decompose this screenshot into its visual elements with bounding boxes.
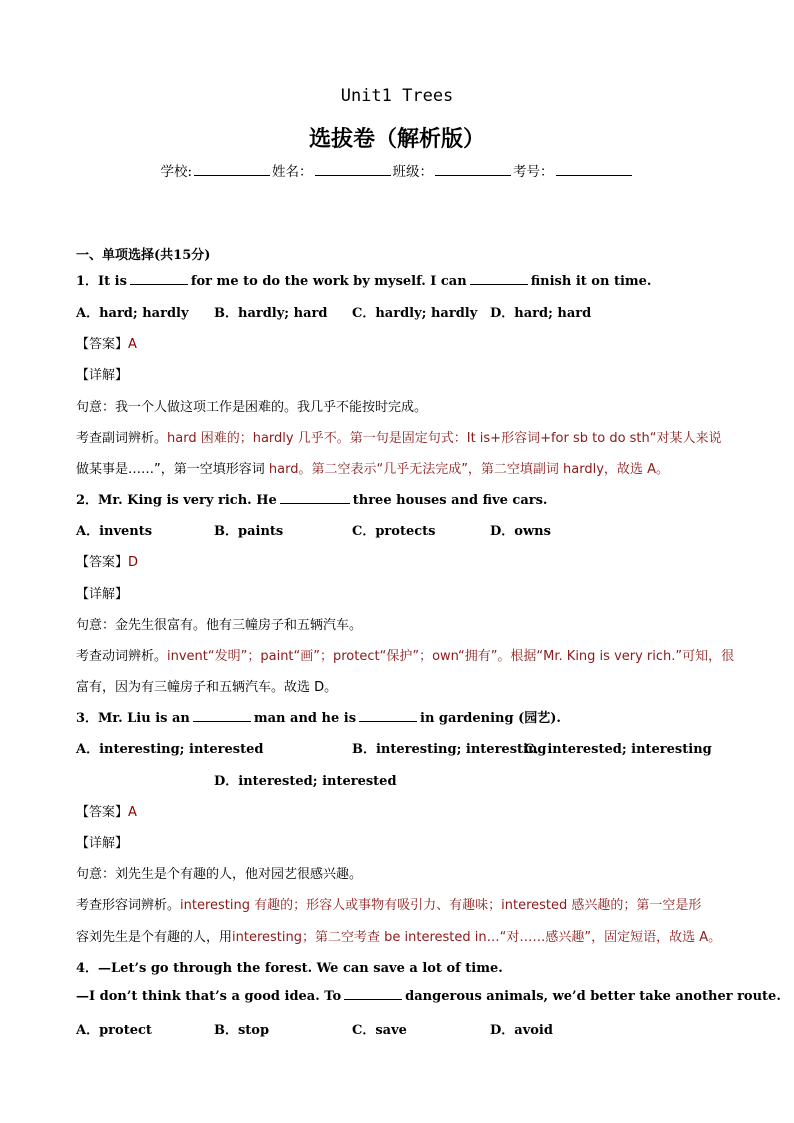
- q2-option-c: C．protects: [352, 524, 436, 539]
- q3-blank-1: [193, 710, 251, 722]
- q4-stem-part: —I don’t think that’s a good idea. To: [76, 989, 342, 1004]
- q1-detail-label: 【详解】: [76, 368, 129, 383]
- q2-option-d: D．owns: [490, 524, 551, 539]
- q4-option-c: C．save: [352, 1023, 407, 1038]
- q2-option-b: B．paints: [214, 524, 284, 539]
- answer-label: 【答案】: [76, 337, 129, 352]
- q1-option-b: B．hardly; hard: [214, 306, 328, 321]
- answer-value: A: [128, 337, 137, 352]
- q1-expl-part: 做某事是……”，第一空填形容词: [76, 462, 265, 477]
- name-blank[interactable]: [315, 163, 391, 176]
- q1-option-a: A．hard; hardly: [76, 306, 189, 321]
- number-label: 考号：: [513, 164, 554, 180]
- q3-option-c: C．interested; interesting: [524, 742, 712, 757]
- document-subtitle: 选拔卷（解析版）: [308, 127, 485, 152]
- school-blank[interactable]: [194, 163, 270, 176]
- q1-stem-part: finish it on time.: [530, 274, 652, 289]
- name-label: 姓名：: [272, 164, 313, 180]
- q2-meaning: 句意：金先生很富有。他有三幢房子和五辆汽车。: [76, 618, 363, 633]
- q3-answer: [76, 801, 137, 820]
- q3-stem-part: in gardening (园艺).: [420, 711, 561, 726]
- q2-answer: [76, 551, 138, 570]
- q1-blank-1: [130, 273, 188, 285]
- q3-expl-part: interesting；第二空考查 be interested in…“对……感兴趣”，固定短语，故选 A。: [232, 930, 722, 945]
- number-blank[interactable]: [556, 163, 632, 176]
- question-1-stem: [76, 270, 651, 289]
- q3-expl-part: interesting 有趣的；形容人或事物有吸引力、有趣味；interested 感兴趣的；第一空是形: [180, 898, 702, 913]
- class-label: 班级：: [392, 164, 434, 180]
- section-title: 一、单项选择(共15分): [76, 248, 211, 263]
- q1-blank-2: [470, 273, 528, 285]
- q4-blank: [344, 988, 402, 1000]
- q4-option-a: A．protect: [76, 1023, 152, 1038]
- q3-detail-label: 【详解】: [76, 836, 129, 851]
- q1-answer: [76, 333, 137, 352]
- q4-option-d: D．avoid: [490, 1023, 553, 1038]
- q1-explanation-line-2: [76, 458, 669, 477]
- q1-option-c: C．hardly; hardly: [352, 306, 478, 321]
- q2-explanation-line-2: 富有，因为有三幢房子和五辆汽车。故选 D。: [76, 680, 338, 695]
- q2-option-a: A．invents: [76, 524, 153, 539]
- q2-detail-label: 【详解】: [76, 587, 129, 602]
- question-3-stem: [76, 707, 561, 726]
- q3-option-a: A．interesting; interested: [76, 742, 264, 757]
- q4-stem-part: dangerous animals, we’d better take another route.: [405, 989, 781, 1004]
- q2-expl-part: 考查动词辨析。: [76, 649, 168, 664]
- q1-option-d: D．hard; hard: [490, 306, 592, 321]
- q3-option-d: D．interested; interested: [214, 774, 397, 789]
- q2-stem-part: three houses and five cars.: [352, 493, 548, 508]
- question-4-line-1: 4．—Let’s go through the forest. We can save a lot of time.: [76, 961, 503, 976]
- q1-expl-part: hard 困难的；hardly 几乎不。第一句是固定句式：It is+形容词+for sb to do sth“对某人来说: [167, 431, 722, 446]
- q3-option-b: B．interesting; interesting: [352, 742, 547, 757]
- answer-label: 【答案】: [76, 805, 129, 820]
- q3-expl-part: 考查形容词辨析。: [76, 898, 181, 913]
- q3-stem-part: man and he is: [253, 711, 357, 726]
- question-2-stem: [76, 489, 547, 508]
- answer-label: 【答案】: [76, 555, 129, 570]
- student-info-line: [0, 160, 794, 180]
- q2-stem-part: 2．Mr. King is very rich. He: [76, 493, 277, 508]
- q4-option-b: B．stop: [214, 1023, 270, 1038]
- q2-blank: [280, 492, 350, 504]
- q1-explanation-line-1: [76, 427, 722, 446]
- q2-expl-part: invent“发明”；paint“画”；protect“保护”；own“拥有”。根据“Mr. King is very rich.”可知，很: [167, 649, 735, 664]
- q1-expl-part: hard。第二空表示“几乎无法完成”，第二空填副词 hardly，故选 A。: [264, 462, 669, 477]
- class-blank[interactable]: [435, 163, 511, 176]
- question-4-line-2: [76, 988, 781, 1004]
- q1-meaning: 句意：我一个人做这项工作是困难的。我几乎不能按时完成。: [76, 400, 428, 415]
- answer-value: D: [128, 555, 139, 570]
- answer-value: A: [128, 805, 137, 820]
- document-title: Unit1 Trees: [340, 86, 454, 106]
- q3-blank-2: [359, 710, 417, 722]
- q3-explanation-line-1: [76, 894, 701, 913]
- q1-expl-part: 考查副词辨析。: [76, 431, 168, 446]
- q1-stem-part: 1．It is: [76, 274, 127, 289]
- q2-explanation-line-1: [76, 645, 734, 664]
- school-label: 学校:: [160, 164, 193, 180]
- q3-explanation-line-2: [76, 926, 721, 945]
- q1-stem-part: for me to do the work by myself. I can: [190, 274, 467, 289]
- q3-expl-part: 容刘先生是个有趣的人，用: [76, 930, 233, 945]
- q3-stem-part: 3．Mr. Liu is an: [76, 711, 190, 726]
- q3-meaning: 句意：刘先生是个有趣的人，他对园艺很感兴趣。: [76, 867, 363, 882]
